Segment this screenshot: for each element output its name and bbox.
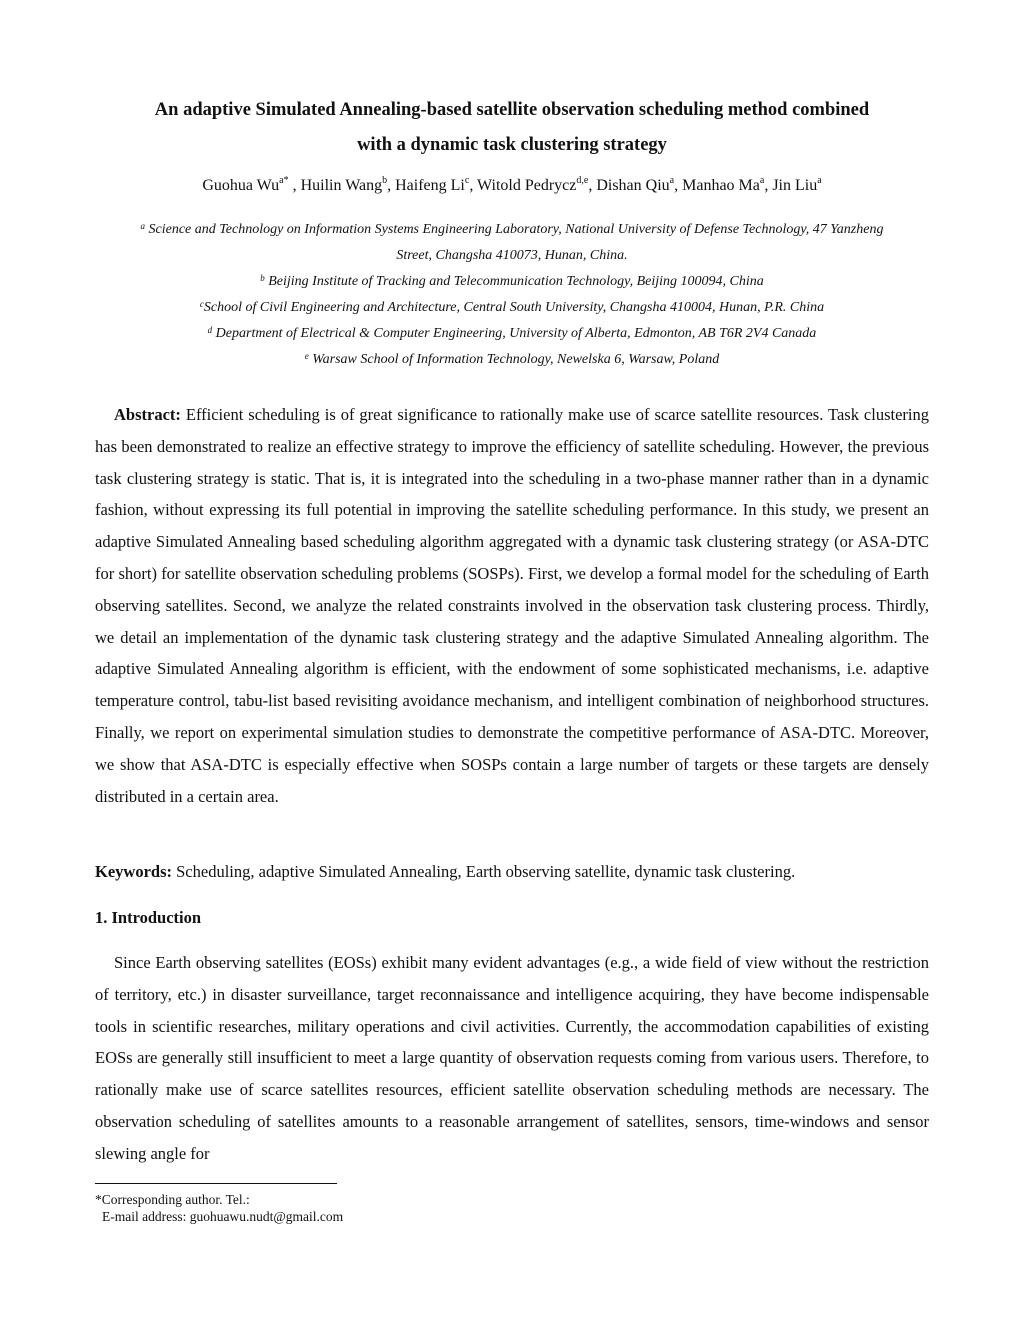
keywords-label: Keywords: [95,862,172,881]
affiliation-e: $^e$ Warsaw School of Information Technology, Newelska 6, Warsaw, Poland [304,351,720,367]
paper-title [110,93,914,163]
author: Guohua $Wu^{a*}$ , [202,175,301,194]
affiliation-d: $^d$ Department of Electrical & Computer Engineering, University of Alberta, Edmonton, AB T6R 2V4 Canada [207,325,817,341]
title-line-1: An adaptive Simulated Annealing-based satellite observation scheduling method combined [154,100,870,120]
affiliation-c: $^c$School of Civil Engineering and Architecture, Central South University, Changsha 410004, Hunan, P.R. China [199,299,825,315]
keywords [95,857,929,887]
abstract [95,399,929,812]
affiliation-b: $^b$ Beijing Institute of Tracking and Telecommunication Technology, Beijing 100094, China [260,273,764,289]
author: Jin Liu$^a$ [772,175,822,194]
section-heading: 1. Introduction [95,908,202,927]
abstract-label: Abstract: [114,405,181,424]
author: Huilin Wang$^b$, [300,175,396,194]
author: Witold Pedrycz$^{d,e}$, [477,175,597,194]
footnote-divider [95,1183,337,1184]
keywords-text: Scheduling, adaptive Simulated Annealing, Earth observing satellite, dynamic task clustering. [172,862,796,881]
footnote-email: E-mail address: guohuawu.nudt@gmail.com [102,1209,344,1224]
author: Haifeng Li$^c$, [395,175,478,194]
abstract-text: Efficient scheduling is of great significance to rationally make use of scarce satellite resources. Task clustering has been demonstrated to realize an effective strategy to improve the efficiency of satellite scheduling. However, the previous task clustering strategy is static. That is, it is integrated into the scheduling in a two-phase manner rather than in a dynamic fashion, without expressing its full potential in improving the satellite scheduling performance. In this study, we present an adaptive Simulated Annealing based scheduling algorithm aggregated with a dynamic task clustering strategy (or ASA-DTC for short) for satellite observation scheduling problems (SOSPs). First, we develop a formal model for the scheduling of Earth observing satellites. Second, we analyze the related constraints involved in the observation task clustering process. Thirdly, we detail an implementation of the dynamic task clustering strategy and the adaptive Simulated Annealing algorithm. The adaptive Simulated Annealing algorithm is efficient, with the endowment of some sophisticated mechanisms, i.e. adaptive temperature control, tabu-list based revisiting avoidance mechanism, and intelligent combination of neighborhood structures. Finally, we report on experimental simulation studies to demonstrate the competitive performance of ASA-DTC. Moreover, we show that ASA-DTC is especially effective when SOSPs contain a large number of targets or these targets are densely distributed in a certain area. [95,405,929,806]
title-line-2: with a dynamic task clustering strategy [357,135,667,155]
author-list [100,172,924,200]
affiliation-a: $^a$ Science and Technology on Information Systems Engineering Laboratory, National University of Defense Technology, 47 Yanzheng Street, Changsha 410073, Hunan, China. [140,221,884,263]
author: Manhao Ma$^a$, [682,175,773,194]
introduction-paragraph: Since Earth observing satellites (EOSs) exhibit many evident advantages (e.g., a wide field of view without the restriction of territory, etc.) in disaster surveillance, target reconnaissance and intelligence acquiring, they have become indispensable tools in scientific researches, military operations and civil activities. Currently, the accommodation capabilities of existing EOSs are generally still insufficient to meet a large quantity of observation requests coming from various users. Therefore, to rationally make use of scarce satellites resources, efficient satellite observation scheduling methods are necessary. The observation scheduling of satellites amounts to a reasonable arrangement of satellites, sensors, time-windows and sensor slewing angle for [95,953,929,1163]
author: Dishan Qiu$^a$, [596,175,683,194]
footnote-corresponding: *Corresponding author. Tel.: [95,1192,250,1207]
